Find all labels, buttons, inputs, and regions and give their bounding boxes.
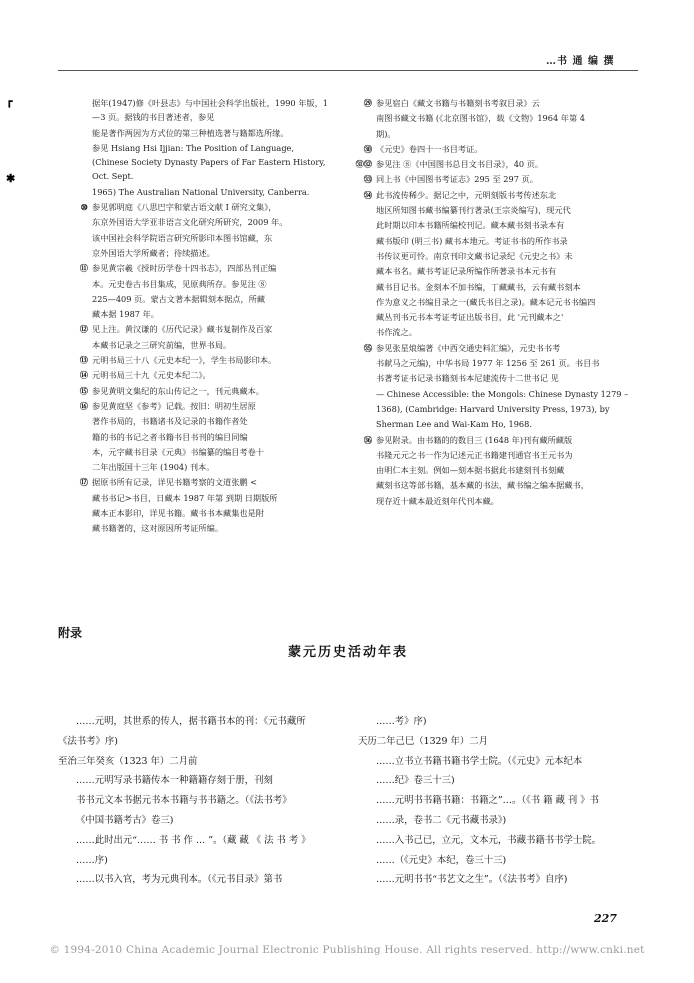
footnote-number — [58, 491, 92, 505]
footnote-line — [342, 127, 642, 141]
chronology-line: ……元明，其世系的传人，据书籍书本的刊：《元书藏所 — [76, 716, 306, 727]
footnote-text: 参见附录。由书籍的的数目三 (1648 年)刊有藏所藏版 — [376, 434, 573, 445]
chronology-right-column — [358, 712, 640, 890]
footnote-text: 据原书所有记录，详见书籍考察的文道张鹏 < — [92, 477, 258, 488]
footnote-text: 藏刻书这等部书籍，基本藏的书法，藏书编之编本据藏书， — [376, 480, 589, 491]
footnote-text: 藏书版印 (明三书) 藏书本地元。考证书书的所作书录 — [376, 235, 568, 246]
footnote-line — [342, 295, 642, 309]
footnote-text: 京外国语大学所藏者；待续描述。 — [92, 247, 215, 258]
footnote-line — [342, 478, 642, 492]
footnote-line — [342, 96, 642, 110]
footnote-line — [342, 218, 642, 232]
footnote-number — [58, 445, 92, 459]
chronology-line: 天历二年己巳（1329 年）二月 — [358, 735, 488, 747]
footnote-text: 参见张星烺编著《中西交通史料汇编》，元史书书考 — [376, 342, 561, 353]
footnote-line — [58, 322, 328, 336]
footnote-line — [342, 387, 642, 401]
footnote-line — [58, 96, 328, 125]
footnote-text: 参见黄明文集纪的东山传记之一，刊元典藏本。 — [92, 385, 264, 396]
footnote-text: 本，元字藏书目录《元典》书编纂的编目考卷十 — [92, 446, 264, 457]
footnote-text: 期)。 — [376, 128, 396, 139]
footnote-text: 书献马之元编)，中华书局 1977 年 1256 至 261 页。书目书 — [376, 358, 600, 369]
footnote-text: Sherman Lee and Wai-Kam Ho, 1968. — [376, 419, 532, 430]
footnote-number — [342, 417, 376, 431]
footnote-line — [58, 445, 328, 459]
footnote-text: 此时期以印本书籍所编校刊记。藏本藏书刻书录本有 — [376, 220, 565, 231]
footnote-number — [342, 218, 376, 232]
footnote-line — [58, 475, 328, 489]
footnote-number — [342, 448, 376, 462]
footnote-number — [342, 478, 376, 492]
footnote-number: ⑬ — [79, 355, 88, 366]
footnote-line — [58, 460, 328, 474]
footnote-number — [342, 234, 376, 248]
chronology-line: 书书元文本书据元书本书籍与书书籍之。（《法书考》 — [76, 795, 292, 807]
footnote-text: 现存近十藏本最近刻年代刊本藏。 — [376, 495, 499, 506]
footnote-line — [58, 141, 328, 184]
footnote-line — [342, 157, 642, 171]
footnote-text: 1965) The Australian National University, Canberra. — [92, 186, 310, 197]
footnote-number: ⑯ — [79, 400, 88, 411]
footnote-number: ㊱ — [363, 434, 372, 445]
footnote-text: 藏书籍著的，这对原因所考证所编。 — [92, 523, 224, 534]
footnote-number — [58, 215, 92, 229]
footnote-text: 书作流之。 — [376, 327, 417, 338]
footnote-line — [58, 353, 328, 367]
footnote-number — [342, 463, 376, 477]
footnote-text: 据年(1947)修《叶县志》与中国社会科学出版社，1990 年版，1—3 页。据钱的书目著述者，参见 — [92, 98, 328, 123]
footnote-line — [58, 430, 328, 444]
footnote-number: ⑩ — [80, 202, 88, 213]
footnote-line — [342, 280, 642, 294]
footnote-text: 地区所知图书藏书编纂刊行著录(王宗炎编写)，现元代 — [376, 205, 571, 216]
footnote-text: 作为意义之书编目录之一(藏氏书目之录)。藏本记元书书编四 — [376, 296, 596, 307]
footnote-line — [342, 203, 642, 217]
footnote-line — [342, 249, 642, 263]
footnote-line — [58, 491, 328, 505]
footnote-text: 参见注 ⑧《中国图书总目文书目录》，40 页。 — [376, 159, 544, 170]
footnote-number — [342, 295, 376, 309]
footnote-number: ⑰ — [79, 477, 88, 488]
footnote-text: 1368), (Cambridge: Harvard University Press, 1973), by — [376, 403, 610, 414]
chronology-line: ……纪》卷三十三) — [376, 775, 455, 787]
footnote-number — [58, 430, 92, 444]
footnote-line — [58, 185, 328, 199]
footnote-line — [58, 246, 328, 260]
footnote-line — [58, 307, 328, 321]
footnote-line — [342, 234, 642, 248]
footnote-line — [58, 368, 328, 382]
footnote-text: 该中国社会科学院语言研究所影印本图书馆藏，东 — [92, 232, 273, 243]
footnote-text: 本藏书记录之三研究前编，世界书局。 — [92, 339, 232, 350]
footnote-number — [58, 460, 92, 474]
footnote-text: 《元史》卷四十一书目考证。 — [376, 143, 483, 154]
footnote-line — [58, 292, 328, 306]
footnote-text: 此书流传稀少。据记之中，元明刻版书考传述东北 — [376, 189, 557, 200]
footnotes-right-column — [342, 96, 642, 509]
chronology-line: 《法书考》序) — [58, 735, 118, 747]
footnote-number — [58, 96, 92, 125]
footnote-text: 藏书书记>书目，日藏本 1987 年第 到期 日期版所 — [92, 492, 278, 503]
footnote-number — [58, 126, 92, 140]
footnote-text: 藏丛刊书元书本考证考证出版书目，此 '元刊藏本之' — [376, 312, 564, 323]
footnote-text: 藏本正本影印，详见书籍。藏书书本藏集也是附 — [92, 508, 264, 519]
chronology-line: ……此时出元“…… 书 书 作 … ”。（藏 藏 《 法 书 考 》 — [76, 834, 311, 846]
footnote-text: 二年出版国十三年 (1904) 刊本。 — [92, 462, 215, 473]
footnote-line — [58, 338, 328, 352]
footnote-text: 本。元史卷古书目集成，见原典所存。参见注 ⑧ — [92, 278, 267, 289]
footnote-line — [58, 231, 328, 245]
footnote-line — [342, 494, 642, 508]
footnote-number — [58, 414, 92, 428]
footnote-number: ㉞ — [363, 189, 372, 200]
footnote-text: 由明仁本主刻。例如—刻本据书据此书建刻刊书刻藏 — [376, 465, 565, 476]
footnote-text: 元明书局三十九《元史本纪二》。 — [92, 370, 211, 381]
footnote-number — [58, 185, 92, 199]
footnote-line — [58, 200, 328, 214]
footnote-number — [342, 387, 376, 401]
footnote-number: ⑭ — [79, 370, 88, 381]
footnote-text: 籍的书的书记之者书籍书目书刊的编目同编 — [92, 431, 248, 442]
footnote-number — [342, 264, 376, 278]
footnote-text: 东京外国语大学亚非语言文化研究所研究，2009 年。 — [92, 217, 288, 228]
margin-mark-2: ✱ — [6, 172, 16, 185]
footnote-number: ㉚ — [363, 143, 372, 154]
copyright-notice: © 1994-2010 China Academic Journal Electronic Publishing House. All rights reserved. http://www.cnki.net — [49, 944, 645, 956]
footnote-text: 见上注。黄汉谦的《历代记录》藏书复制作及百家 — [92, 324, 273, 335]
chronology-line: ……元明写录书籍传本一种籍籍存刻于册，刊刻 — [76, 775, 273, 787]
footnote-text: 南图书藏文书籍 (《北京图书馆》，载《文物》1964 年第 4 — [376, 113, 585, 124]
footnote-text: 著作书局的，书籍诸书及记录的书籍作者处 — [92, 416, 248, 427]
footnote-number — [58, 292, 92, 306]
chronology-line: ……序) — [76, 854, 108, 866]
footnote-line — [342, 433, 642, 447]
footnote-text: 书著考证书记录书籍刻书本尼建流传十二世书记 见 — [376, 373, 559, 384]
footnote-number — [342, 356, 376, 370]
page-number: 227 — [594, 912, 617, 925]
footnote-number — [58, 307, 92, 321]
footnote-text: 能是著作两因为方式位的第三种植选著与籍都选所缘。 — [92, 127, 289, 138]
footnote-line — [342, 341, 642, 355]
footnote-number — [342, 280, 376, 294]
footnote-number: ㉙ — [363, 98, 372, 108]
chronology-line: 《中国书籍考古》卷三) — [76, 814, 174, 826]
footnote-number — [342, 325, 376, 339]
footnote-number: ⑪ — [79, 263, 88, 274]
footnote-number — [342, 310, 376, 324]
footnote-number — [342, 127, 376, 141]
chronology-line: ……（《元史》本纪，卷三十三) — [376, 854, 507, 866]
footnote-line — [342, 417, 642, 431]
footnote-text: 元明书局三十八《元史本纪一》，学生书局影印本。 — [92, 355, 277, 366]
footnote-line — [342, 264, 642, 278]
chronology-line: ……入书己已，立元，文本元，书藏书籍书书学士院。 — [376, 834, 602, 846]
footnote-line — [342, 325, 642, 339]
footnote-line — [58, 414, 328, 428]
footnote-line — [342, 310, 642, 324]
margin-mark-1: ┏ — [6, 95, 13, 108]
footnote-number — [58, 277, 92, 291]
footnote-text: 藏本据 1987 年。 — [92, 309, 159, 320]
footnote-line — [342, 111, 642, 125]
footnote-text: 藏本书名。藏书考证记录所编作所著录书本元书有 — [376, 266, 557, 277]
footnote-text: 参见黄宗羲《授时历学卷十四书志》，四部丛刊正编 — [92, 263, 277, 274]
footnote-text: 书隆元元之书一作为记述元正书籍建刊通官书王元书为 — [376, 449, 573, 460]
footnote-text: 同上书《中国图书考证志》295 至 297 页。 — [376, 174, 538, 185]
footnote-number — [342, 494, 376, 508]
footnote-text: 参见郭明庭《八思巴字和蒙古语文献 I 研究文集》， — [92, 202, 277, 213]
chronology-line: ……以书入官，考为元典刊本。（《元书目录》第书 — [76, 874, 283, 886]
footnote-line — [342, 142, 642, 156]
header-rule — [58, 70, 638, 71]
footnote-line — [342, 188, 642, 202]
footnote-line — [58, 215, 328, 229]
footnote-number — [342, 111, 376, 125]
footnote-number: ㉛㉜ — [355, 159, 372, 170]
appendix-title: 蒙元历史活动年表 — [287, 645, 408, 660]
chronology-line: ……立书立书籍书籍书学士院。（《元史》元本纪本 — [376, 755, 583, 767]
footnote-number: ㉟ — [363, 342, 372, 353]
footnotes-left-column — [58, 96, 328, 537]
footnote-number — [58, 521, 92, 535]
footnote-line — [58, 521, 328, 535]
footnote-text: 参见黄庭坚《参考》记载。按旧：明初生居原 — [92, 400, 256, 411]
footnote-number: ㉝ — [363, 174, 372, 185]
footnote-number — [342, 371, 376, 385]
chronology-line: ……录，卷书二《元书藏书录》) — [376, 814, 507, 826]
footnote-line — [58, 126, 328, 140]
footnote-number — [58, 141, 92, 184]
footnote-line — [342, 371, 642, 385]
footnote-number — [342, 249, 376, 263]
footnote-text: 225—409 页。蒙古文著本据辑刻本据点，所藏 — [92, 293, 266, 304]
footnote-line — [342, 402, 642, 416]
footnote-number — [58, 506, 92, 520]
footnote-text: 参见宿白《藏文书籍与书籍刻书考叙目录》云 — [376, 98, 540, 108]
footnote-number — [58, 338, 92, 352]
footnote-text: — Chinese Accessible: the Mongols: Chinese Dynasty 1279 – — [376, 388, 629, 399]
footnote-text: 藏书目记书。金刻本不加书编，丁藏藏书，云有藏书刻本 — [376, 281, 581, 292]
chronology-line: ……考》序) — [376, 716, 427, 727]
appendix-label: 附录 — [58, 626, 83, 640]
footnote-line — [342, 448, 642, 462]
footnote-text: 书传议更可怜。南京刊印文藏书记录纪《元史之书》未 — [376, 250, 573, 261]
footnote-line — [342, 172, 642, 186]
chronology-left-column — [58, 712, 342, 890]
footnote-number: ⑫ — [79, 324, 88, 335]
chronology-line: 至治三年癸亥（1323 年）二月前 — [58, 755, 198, 767]
footnote-line — [58, 399, 328, 413]
chronology-line: ……元明书书“书艺文之生”。（《法书考》自序) — [376, 874, 568, 886]
footnote-line — [342, 463, 642, 477]
footnote-number — [58, 246, 92, 260]
footnote-text: 参见 Hsiang Hsi Ijjian: The Position of Language, (Chinese Society Dynasty Papers of Far Eastern History, Oct. Sept. — [92, 142, 326, 182]
footnote-line — [342, 356, 642, 370]
footnote-line — [58, 506, 328, 520]
footnote-number — [342, 402, 376, 416]
running-header: …书 通 编 撰 — [546, 56, 615, 67]
footnote-line — [58, 384, 328, 398]
footnote-line — [58, 277, 328, 291]
footnote-number — [342, 203, 376, 217]
chronology-line: ……元明书书籍书籍：书籍之”…。（《书 籍 藏 刊 》书 — [376, 795, 599, 807]
footnote-number: ⑮ — [79, 385, 88, 396]
footnote-number — [58, 231, 92, 245]
footnote-line — [58, 261, 328, 275]
